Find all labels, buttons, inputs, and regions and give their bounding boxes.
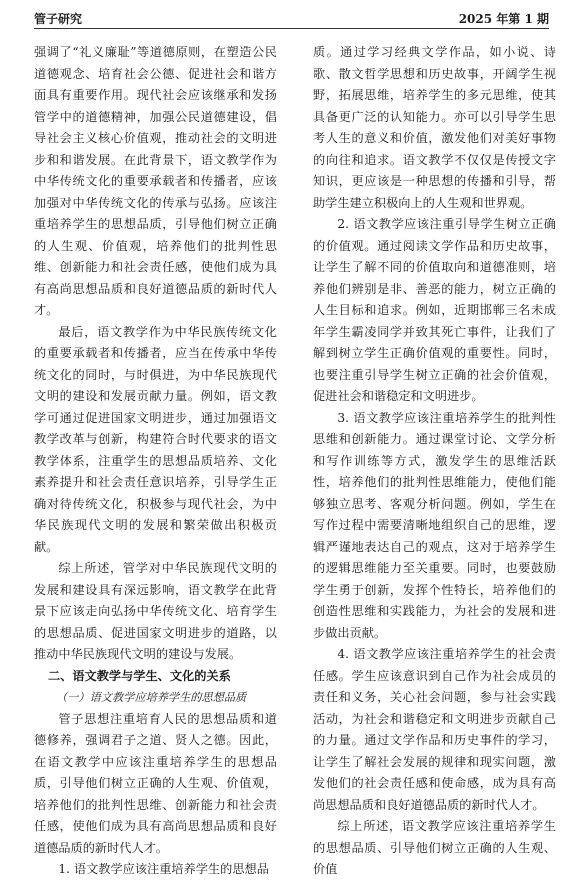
page-header — [34, 8, 549, 29]
left-column — [34, 42, 277, 881]
paragraph: 管子思想注重培育人民的思想品质和道德修养，强调君子之道、贤人之德。因此，在语文教学中应该注重培养学生的思想品质，引导他们树立正确的人生观、价值观，培养他们的批判性思维、创新能力和社会责任感，使他们成为具有高尚思想品质和良好道德品质的新时代人才。 — [34, 711, 277, 855]
paragraph: 4. 语文教学应该注重培养学生的社会责任感。学生应该意识到自己作为社会成员的责任和义务，关心社会问题，参与社会实践活动，为社会和谐稳定和文明进步贡献自己的力量。通过文学作品和历史事件的学习，让学生了解社会发展的规律和现实问题，激发他们的社会责任感和使命感，成为具有高尚思想品质和良好道德品质的新时代人才。 — [313, 647, 556, 812]
paragraph: 1. 语文教学应该注重培养学生的思想品 — [58, 862, 269, 876]
paragraph: 2. 语文教学应该注重引导学生树立正确的价值观。通过阅读文学作品和历史故事，让学生了解不同的价值取向和道德准则，培养他们辨别是非、善恶的能力，树立正确的人生目标和追求。例如，近期邯郸三名未成年学生霸凌同学并致其死亡事件，让我们了解到树立学生正确价值观的重要性。同时，也要注重引导学生树立正确的社会价值观，促进社会和谐稳定和文明进步。 — [313, 217, 556, 403]
subsection-heading: （一）语文教学应培养学生的思想品质 — [56, 691, 247, 704]
paragraph: 最后，语文教学作为中华民族传统文化的重要承载者和传播者，应当在传承中华传统文化的同时，与时俱进，为中华民族现代文明的建设和发展贡献力量。例如，语文教学可通过促进国家文明进步，通过加强语文教学改革与创新，构建符合时代要求的语文教学体系，注重学生的思想品质培养、文化素养提升和社会责任意识培养，引导学生正确对待传统文化，积极参与现代社会，为中华民族现代文明的发展和繁荣做出积极贡献。 — [34, 324, 277, 554]
right-column — [313, 42, 556, 881]
paragraph: 综上所述，语文教学应该注重培养学生的思想品质、引导他们树立正确的人生观、价值 — [313, 819, 556, 876]
paragraph: 强调了“礼义廉耻”等道德原则，在塑造公民道德观念、培育社会公德、促进社会和谐方面具有重要作用。现代社会应该继承和发扬管学中的道德精神，加强公民道德建设，倡导社会主义核心价值观，推动社会的文明进步和和谐发展。在此背景下，语文教学作为中华传统文化的重要承载者和传播者，应该加强对中华传统文化的传承与弘扬。应该注重培养学生的思想品质，引导他们树立正确的人生观、价值观，培养他们的批判性思维、创新能力和社会责任感，使他们成为具有高尚思想品质和良好道德品质的新时代人才。 — [34, 45, 277, 317]
paragraph: 综上所述，管学对中华民族现代文明的发展和建设具有深远影响，语文教学在此背景下应该走向弘扬中华传统文化、培育学生的思想品质、促进国家文明进步的道路，以推动中华民族现代文明的建设与发展。 — [34, 561, 277, 661]
paragraph: 3. 语文教学应该注重培养学生的批判性思维和创新能力。通过课堂讨论、文学分析和写作训练等方式，激发学生的思维活跃性，培养他们的批判性思维能力，使他们能够独立思考、客观分析问题。例如，学生在写作过程中需要清晰地组织自己的思维，逻辑严谨地表达自己的观点，这对于培养学生的逻辑思维能力至关重要。同时，也要鼓励学生勇于创新，发挥个性特长，培养他们的创造性思维和实践能力，为社会的发展和进步做出贡献。 — [313, 410, 556, 640]
paragraph: 质。通过学习经典文学作品，如小说、诗歌、散文哲学思想和历史故事，开阔学生视野，拓展思维，培养学生的多元思维，使其具备更广泛的认知能力。亦可以引导学生思考人生的意义和价值，激发他们对美好事物的向往和追求。语文教学不仅仅是传授文字知识，更应该是一种思想的传播和引导，帮助学生建立积极向上的人生观和世界观。 — [313, 45, 556, 210]
journal-name: 管子研究 — [34, 12, 83, 26]
section-heading: 二、语文教学与学生、文化的关系 — [48, 668, 231, 683]
issue-number: 2025 年第 1 期 — [458, 12, 549, 26]
